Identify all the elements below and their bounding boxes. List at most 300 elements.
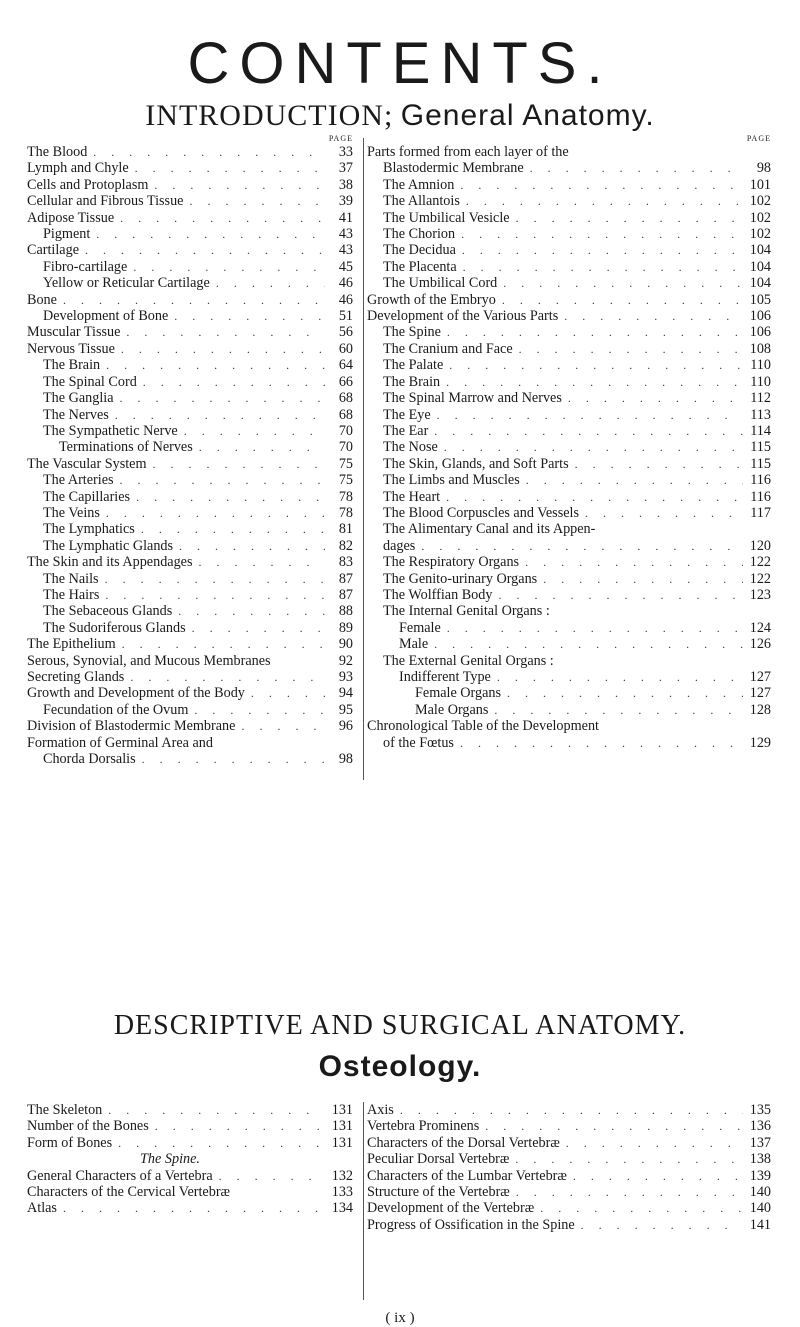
- toc-entry-title: The Nose: [383, 439, 438, 456]
- leader-dots: [519, 554, 743, 570]
- toc-entry-title: Secreting Glands: [27, 669, 125, 685]
- leader-dots: [415, 538, 743, 554]
- toc-entry: [27, 554, 353, 570]
- toc-entry-title: The Sudoriferous Glands: [43, 619, 186, 636]
- toc-entry-title: The Capillaries: [43, 488, 131, 505]
- toc-entry-title: The Blood: [27, 144, 88, 160]
- leader-dots: [501, 685, 743, 701]
- toc-entry-page: 78: [338, 504, 353, 521]
- toc-entry: [27, 702, 353, 718]
- toc-entry-title: The Ganglia: [43, 390, 114, 407]
- leader-dots: [130, 489, 325, 505]
- toc-entry: [27, 177, 353, 193]
- toc-entry: [367, 1135, 771, 1151]
- toc-entry-title: The Respiratory Organs: [383, 554, 520, 571]
- toc-entry-page: 114: [750, 422, 771, 439]
- toc-entry-title: of the Fœtus: [383, 734, 454, 751]
- toc-entry-title: The Sebaceous Glands: [43, 603, 173, 620]
- toc-entry-title: The Skin, Glands, and Soft Parts: [383, 455, 569, 472]
- toc-entry: [27, 324, 353, 340]
- page-column-label: PAGE: [328, 134, 353, 143]
- toc-entry-title: Yellow or Reticular Cartilage: [43, 275, 210, 292]
- osteology-right-column: [367, 1102, 771, 1233]
- toc-entry: [27, 718, 353, 734]
- leader-dots: [102, 1102, 325, 1118]
- toc-entry-title: Growth of the Embryo: [367, 291, 496, 308]
- toc-entry: [367, 1217, 771, 1233]
- toc-entry: [367, 210, 771, 226]
- toc-entry: [367, 226, 771, 242]
- leader-dots: [99, 587, 325, 603]
- toc-entry-title: The Placenta: [383, 258, 457, 275]
- leader-dots: [193, 439, 325, 455]
- toc-entry: [27, 456, 353, 472]
- toc-entry-page: 140: [749, 1200, 771, 1217]
- toc-entry: [27, 210, 353, 226]
- leader-dots: [441, 620, 743, 636]
- leader-dots: [79, 242, 325, 258]
- toc-entry-page: 56: [338, 324, 353, 341]
- leader-dots: [149, 1118, 325, 1134]
- toc-entry-title: Peculiar Dorsal Vertebræ: [367, 1151, 510, 1168]
- toc-entry-page: 45: [338, 258, 353, 275]
- toc-entry-page: 38: [338, 176, 353, 193]
- toc-entry-title: Male Organs: [415, 701, 489, 718]
- leader-dots: [575, 1217, 743, 1233]
- leader-dots: [168, 308, 325, 324]
- toc-entry-page: 70: [338, 439, 353, 456]
- osteology-heading: Osteology.: [318, 1050, 482, 1083]
- toc-entry-title: Characters of the Lumbar Vertebræ: [367, 1167, 567, 1184]
- toc-entry-page: 139: [749, 1167, 771, 1184]
- toc-entry-title: Characters of the Cervical Vertebræ: [27, 1184, 231, 1201]
- toc-entry-page: 132: [331, 1167, 353, 1184]
- toc-entry-page: 104: [749, 258, 771, 275]
- toc-entry: [367, 571, 771, 587]
- toc-entry-page: 131: [331, 1118, 353, 1135]
- toc-entry-page: 43: [338, 242, 353, 259]
- toc-entry-page: 134: [331, 1200, 353, 1217]
- leader-dots: [510, 210, 743, 226]
- toc-entry: [367, 505, 771, 521]
- toc-entry-title: Lymph and Chyle: [27, 160, 129, 177]
- toc-entry-page: 129: [749, 734, 771, 751]
- toc-entry-title: The Internal Genital Organs :: [383, 603, 550, 620]
- toc-entry-title: Muscular Tissue: [27, 324, 121, 341]
- leader-dots: [492, 587, 743, 603]
- toc-entry-title: The Genito-urinary Organs: [383, 570, 538, 587]
- toc-entry: [27, 1168, 353, 1184]
- column-divider: [363, 1102, 364, 1300]
- toc-entry-page: 112: [750, 390, 771, 407]
- toc-entry-title: Nervous Tissue: [27, 340, 115, 357]
- toc-entry: [367, 735, 771, 751]
- toc-entry: [367, 160, 771, 176]
- toc-entry: [27, 472, 353, 488]
- toc-entry: [367, 456, 771, 472]
- toc-entry-page: 37: [338, 160, 353, 177]
- toc-entry-title: The Decidua: [383, 242, 456, 259]
- toc-entry: [367, 521, 771, 537]
- leader-dots: [116, 636, 325, 652]
- toc-entry-page: 46: [338, 291, 353, 308]
- toc-entry: [367, 472, 771, 488]
- leader-dots: [454, 735, 743, 751]
- toc-entry-title: The Brain: [383, 373, 441, 390]
- intro-heading-general-anatomy: General Anatomy.: [400, 99, 655, 132]
- intro-heading: [0, 99, 800, 133]
- toc-entry: [27, 751, 353, 767]
- leader-dots: [438, 439, 743, 455]
- leader-dots: [534, 1200, 743, 1216]
- leader-dots: [186, 620, 325, 636]
- leader-dots: [114, 472, 325, 488]
- leader-dots: [509, 1151, 743, 1167]
- toc-entry-page: 33: [338, 144, 353, 160]
- toc-entry: [367, 489, 771, 505]
- leader-dots: [245, 685, 325, 701]
- leader-dots: [114, 390, 325, 406]
- toc-entry-title: The Veins: [43, 504, 100, 521]
- toc-entry-page: 95: [338, 701, 353, 718]
- toc-entry-title: The Nerves: [43, 406, 109, 423]
- toc-entry-title: The Umbilical Cord: [383, 275, 498, 292]
- toc-entry-page: 117: [750, 504, 771, 521]
- leader-dots: [513, 341, 743, 357]
- toc-entry-page: 89: [338, 619, 353, 636]
- leader-dots: [454, 177, 743, 193]
- descriptive-heading: DESCRIPTIVE AND SURGICAL ANATOMY.: [113, 1010, 687, 1041]
- toc-entry-title: Development of the Various Parts: [367, 308, 559, 325]
- toc-entry: [27, 1151, 353, 1167]
- toc-entry: [367, 1102, 771, 1118]
- toc-entry-title: Cellular and Fibrous Tissue: [27, 193, 184, 210]
- toc-entry: [27, 489, 353, 505]
- toc-entry: [367, 242, 771, 258]
- toc-entry-page: 116: [750, 472, 771, 489]
- toc-entry: [367, 669, 771, 685]
- leader-dots: [569, 456, 743, 472]
- leader-dots: [136, 751, 325, 767]
- toc-entry-title: The Allantois: [383, 193, 460, 210]
- toc-entry-page: 43: [338, 226, 353, 243]
- intro-right-column: [367, 134, 771, 751]
- toc-entry: [367, 407, 771, 423]
- toc-entry-page: 98: [756, 160, 771, 177]
- leader-dots: [87, 144, 325, 160]
- toc-entry-page: 51: [338, 308, 353, 325]
- leader-dots: [431, 407, 743, 423]
- toc-entry-page: 122: [749, 554, 771, 571]
- toc-entry: [27, 374, 353, 390]
- leader-dots: [579, 505, 743, 521]
- leader-dots: [90, 226, 325, 242]
- toc-entry-title: Axis: [367, 1102, 394, 1118]
- toc-entry-page: 101: [749, 176, 771, 193]
- toc-entry: [367, 620, 771, 636]
- toc-entry: [367, 636, 771, 652]
- toc-entry: [27, 653, 353, 669]
- leader-dots: [441, 324, 743, 340]
- leader-dots: [567, 1168, 743, 1184]
- toc-entry: [27, 242, 353, 258]
- toc-entry-page: 70: [338, 422, 353, 439]
- toc-entry-page: 116: [750, 488, 771, 505]
- toc-entry: [367, 177, 771, 193]
- toc-entry: [27, 423, 353, 439]
- leader-dots: [428, 423, 743, 439]
- toc-entry: [27, 636, 353, 652]
- toc-entry: [367, 259, 771, 275]
- toc-entry: [27, 1102, 353, 1118]
- toc-entry: [27, 341, 353, 357]
- toc-entry-title: Serous, Synovial, and Mucous Membranes: [27, 652, 271, 669]
- toc-entry-title: The Nails: [43, 570, 99, 587]
- leader-dots: [148, 177, 325, 193]
- toc-entry-title: Atlas: [27, 1200, 57, 1217]
- toc-entry: [367, 357, 771, 373]
- toc-entry: [27, 275, 353, 291]
- toc-entry-title: Male: [399, 636, 429, 653]
- toc-entry-page: 87: [338, 570, 353, 587]
- page-title: CONTENTS.: [187, 31, 613, 96]
- toc-entry: [367, 275, 771, 291]
- toc-entry-page: 78: [338, 488, 353, 505]
- toc-entry-title: The Umbilical Vesicle: [383, 209, 510, 226]
- toc-entry-title: Female Organs: [415, 685, 502, 702]
- toc-entry: [367, 324, 771, 340]
- toc-entry: [367, 685, 771, 701]
- toc-entry-page: 127: [749, 669, 771, 685]
- leader-dots: [57, 292, 325, 308]
- toc-entry-title: The External Genital Organs :: [383, 652, 554, 669]
- toc-entry-page: 108: [749, 340, 771, 357]
- toc-entry-page: 92: [338, 652, 353, 669]
- toc-entry: [367, 193, 771, 209]
- toc-entry-title: The Wolffian Body: [383, 586, 493, 603]
- toc-entry: [367, 1168, 771, 1184]
- toc-entry-page: 120: [749, 537, 771, 554]
- toc-entry: [367, 439, 771, 455]
- toc-entry-page: 127: [749, 685, 771, 702]
- toc-entry: [367, 1151, 771, 1167]
- toc-entry-page: 133: [331, 1184, 353, 1201]
- leader-dots: [558, 308, 743, 324]
- toc-entry: [27, 160, 353, 176]
- toc-entry-page: 39: [338, 193, 353, 210]
- toc-entry-title: The Cranium and Face: [383, 340, 513, 357]
- leader-dots: [537, 571, 743, 587]
- toc-entry-title: The Chorion: [383, 226, 456, 243]
- toc-entry-page: 46: [338, 275, 353, 292]
- leader-dots: [188, 702, 325, 718]
- toc-entry-page: 93: [338, 669, 353, 685]
- toc-entry: [367, 587, 771, 603]
- toc-entry-title: The Vascular System: [27, 455, 147, 472]
- toc-entry: [27, 1135, 353, 1151]
- toc-entry: [27, 571, 353, 587]
- toc-entry-title: Cells and Protoplasm: [27, 176, 149, 193]
- page-folio: ( ix ): [385, 1310, 415, 1326]
- intro-heading-caps: INTRODUCTION;: [145, 99, 394, 132]
- toc-entry-page: 87: [338, 586, 353, 603]
- leader-dots: [488, 702, 743, 718]
- toc-entry-page: 110: [750, 357, 771, 374]
- toc-entry-page: 140: [749, 1184, 771, 1201]
- leader-dots: [497, 275, 743, 291]
- toc-entry-title: The Skin and its Appendages: [27, 554, 193, 571]
- toc-entry: [367, 1200, 771, 1216]
- toc-entry-title: General Characters of a Vertebra: [27, 1167, 213, 1184]
- toc-entry: [27, 735, 353, 751]
- toc-entry: [27, 587, 353, 603]
- toc-entry-page: 102: [749, 226, 771, 243]
- leader-dots: [213, 1168, 325, 1184]
- toc-entry-title: Pigment: [43, 226, 91, 243]
- toc-entry: [367, 1184, 771, 1200]
- toc-entry: [27, 1184, 353, 1200]
- toc-entry-page: 94: [338, 685, 353, 702]
- toc-entry: [27, 685, 353, 701]
- toc-entry-title: Progress of Ossification in the Spine: [367, 1216, 575, 1233]
- toc-entry-title: The Sympathetic Nerve: [43, 422, 178, 439]
- toc-entry-title: The Blood Corpuscles and Vessels: [383, 504, 579, 521]
- toc-entry: [27, 357, 353, 373]
- leader-dots: [99, 571, 325, 587]
- intro-left-column: [27, 134, 353, 767]
- toc-entry-title: Development of Bone: [43, 308, 169, 325]
- toc-entry-title: The Hairs: [43, 586, 100, 603]
- toc-entry: [27, 407, 353, 423]
- leader-dots: [120, 324, 325, 340]
- toc-entry-title: The Palate: [383, 357, 444, 374]
- leader-dots: [460, 193, 743, 209]
- toc-entry-title: Terminations of Nerves: [59, 439, 193, 456]
- toc-entry-title: Vertebra Prominens: [367, 1118, 480, 1135]
- toc-entry: [27, 259, 353, 275]
- leader-dots: [147, 456, 325, 472]
- leader-dots: [510, 1184, 743, 1200]
- osteology-left-column: [27, 1102, 353, 1217]
- leader-dots: [100, 505, 325, 521]
- toc-entry-title: Adipose Tissue: [27, 209, 115, 226]
- toc-entry-title: Chronological Table of the Development: [367, 718, 599, 735]
- toc-entry: [27, 292, 353, 308]
- leader-dots: [210, 275, 325, 291]
- toc-entry-title: Form of Bones: [27, 1134, 113, 1151]
- toc-entry-title: Bone: [27, 291, 57, 308]
- toc-entry-title: The Lymphatics: [43, 521, 135, 538]
- leader-dots: [124, 669, 325, 685]
- toc-entry-title: dages: [383, 537, 416, 554]
- leader-dots: [520, 472, 743, 488]
- toc-entry: [27, 439, 353, 455]
- toc-entry-title: Indifferent Type: [399, 669, 491, 685]
- leader-dots: [129, 160, 325, 176]
- toc-entry: [27, 521, 353, 537]
- toc-entry-title: The Spine: [383, 324, 441, 341]
- toc-entry-page: 98: [338, 751, 353, 768]
- toc-entry: [27, 538, 353, 554]
- toc-entry: [27, 193, 353, 209]
- toc-entry-title: Formation of Germinal Area and: [27, 734, 213, 751]
- leader-dots: [193, 554, 326, 570]
- toc-entry-title: Structure of the Vertebræ: [367, 1184, 510, 1201]
- toc-entry-page: 104: [749, 242, 771, 259]
- leader-dots: [457, 259, 743, 275]
- leader-dots: [115, 341, 325, 357]
- leader-dots: [560, 1135, 743, 1151]
- toc-entry-title: Characters of the Dorsal Vertebræ: [367, 1134, 560, 1151]
- toc-entry-page: 66: [338, 373, 353, 390]
- toc-entry-page: 136: [749, 1118, 771, 1135]
- leader-dots: [172, 603, 325, 619]
- toc-entry: [27, 308, 353, 324]
- toc-entry-title: Growth and Development of the Body: [27, 685, 245, 702]
- toc-entry-page: 110: [750, 373, 771, 390]
- toc-entry: [367, 308, 771, 324]
- toc-entry: [367, 603, 771, 619]
- toc-entry-page: 141: [749, 1216, 771, 1233]
- toc-entry-title: The Arteries: [43, 472, 114, 489]
- toc-entry-title: Blastodermic Membrane: [383, 160, 524, 177]
- toc-entry: [27, 226, 353, 242]
- toc-entry-title: The Brain: [43, 357, 101, 374]
- toc-entry: [367, 144, 771, 160]
- toc-entry-page: 83: [338, 554, 353, 571]
- leader-dots: [394, 1102, 743, 1118]
- toc-entry: [367, 554, 771, 570]
- toc-entry-title: The Heart: [383, 488, 441, 505]
- toc-entry-page: 68: [338, 390, 353, 407]
- toc-entry-page: 113: [750, 406, 771, 423]
- toc-entry-title: The Skeleton: [27, 1102, 103, 1118]
- page-column-label: PAGE: [746, 134, 771, 143]
- leader-dots: [491, 669, 743, 685]
- toc-entry: [27, 1200, 353, 1216]
- leader-dots: [496, 292, 743, 308]
- toc-entry-title: The Amnion: [383, 176, 455, 193]
- toc-entry-page: 75: [338, 472, 353, 489]
- toc-entry-page: 82: [338, 537, 353, 554]
- leader-dots: [173, 538, 325, 554]
- toc-entry-page: 138: [749, 1151, 771, 1168]
- toc-entry-page: 105: [749, 291, 771, 308]
- leader-dots: [440, 489, 743, 505]
- toc-entry-title: Fibro-cartilage: [43, 258, 128, 275]
- toc-subsection-title: The Spine.: [140, 1151, 200, 1168]
- toc-entry: [367, 1118, 771, 1134]
- leader-dots: [562, 390, 743, 406]
- toc-entry-page: 124: [749, 619, 771, 636]
- toc-entry: [367, 718, 771, 734]
- leader-dots: [524, 160, 743, 176]
- toc-entry-page: 115: [750, 439, 771, 456]
- toc-entry: [367, 702, 771, 718]
- leader-dots: [183, 193, 325, 209]
- toc-entry-title: Fecundation of the Ovum: [43, 701, 189, 718]
- leader-dots: [235, 718, 325, 734]
- leader-dots: [57, 1200, 325, 1216]
- toc-entry-page: 122: [749, 570, 771, 587]
- toc-entry-title: The Spinal Marrow and Nerves: [383, 390, 562, 407]
- leader-dots: [440, 374, 743, 390]
- toc-entry-page: 88: [338, 603, 353, 620]
- toc-entry-title: The Ear: [383, 422, 429, 439]
- toc-entry-title: The Alimentary Canal and its Appen-: [383, 521, 596, 538]
- toc-entry: [367, 374, 771, 390]
- toc-entry-page: 90: [338, 636, 353, 653]
